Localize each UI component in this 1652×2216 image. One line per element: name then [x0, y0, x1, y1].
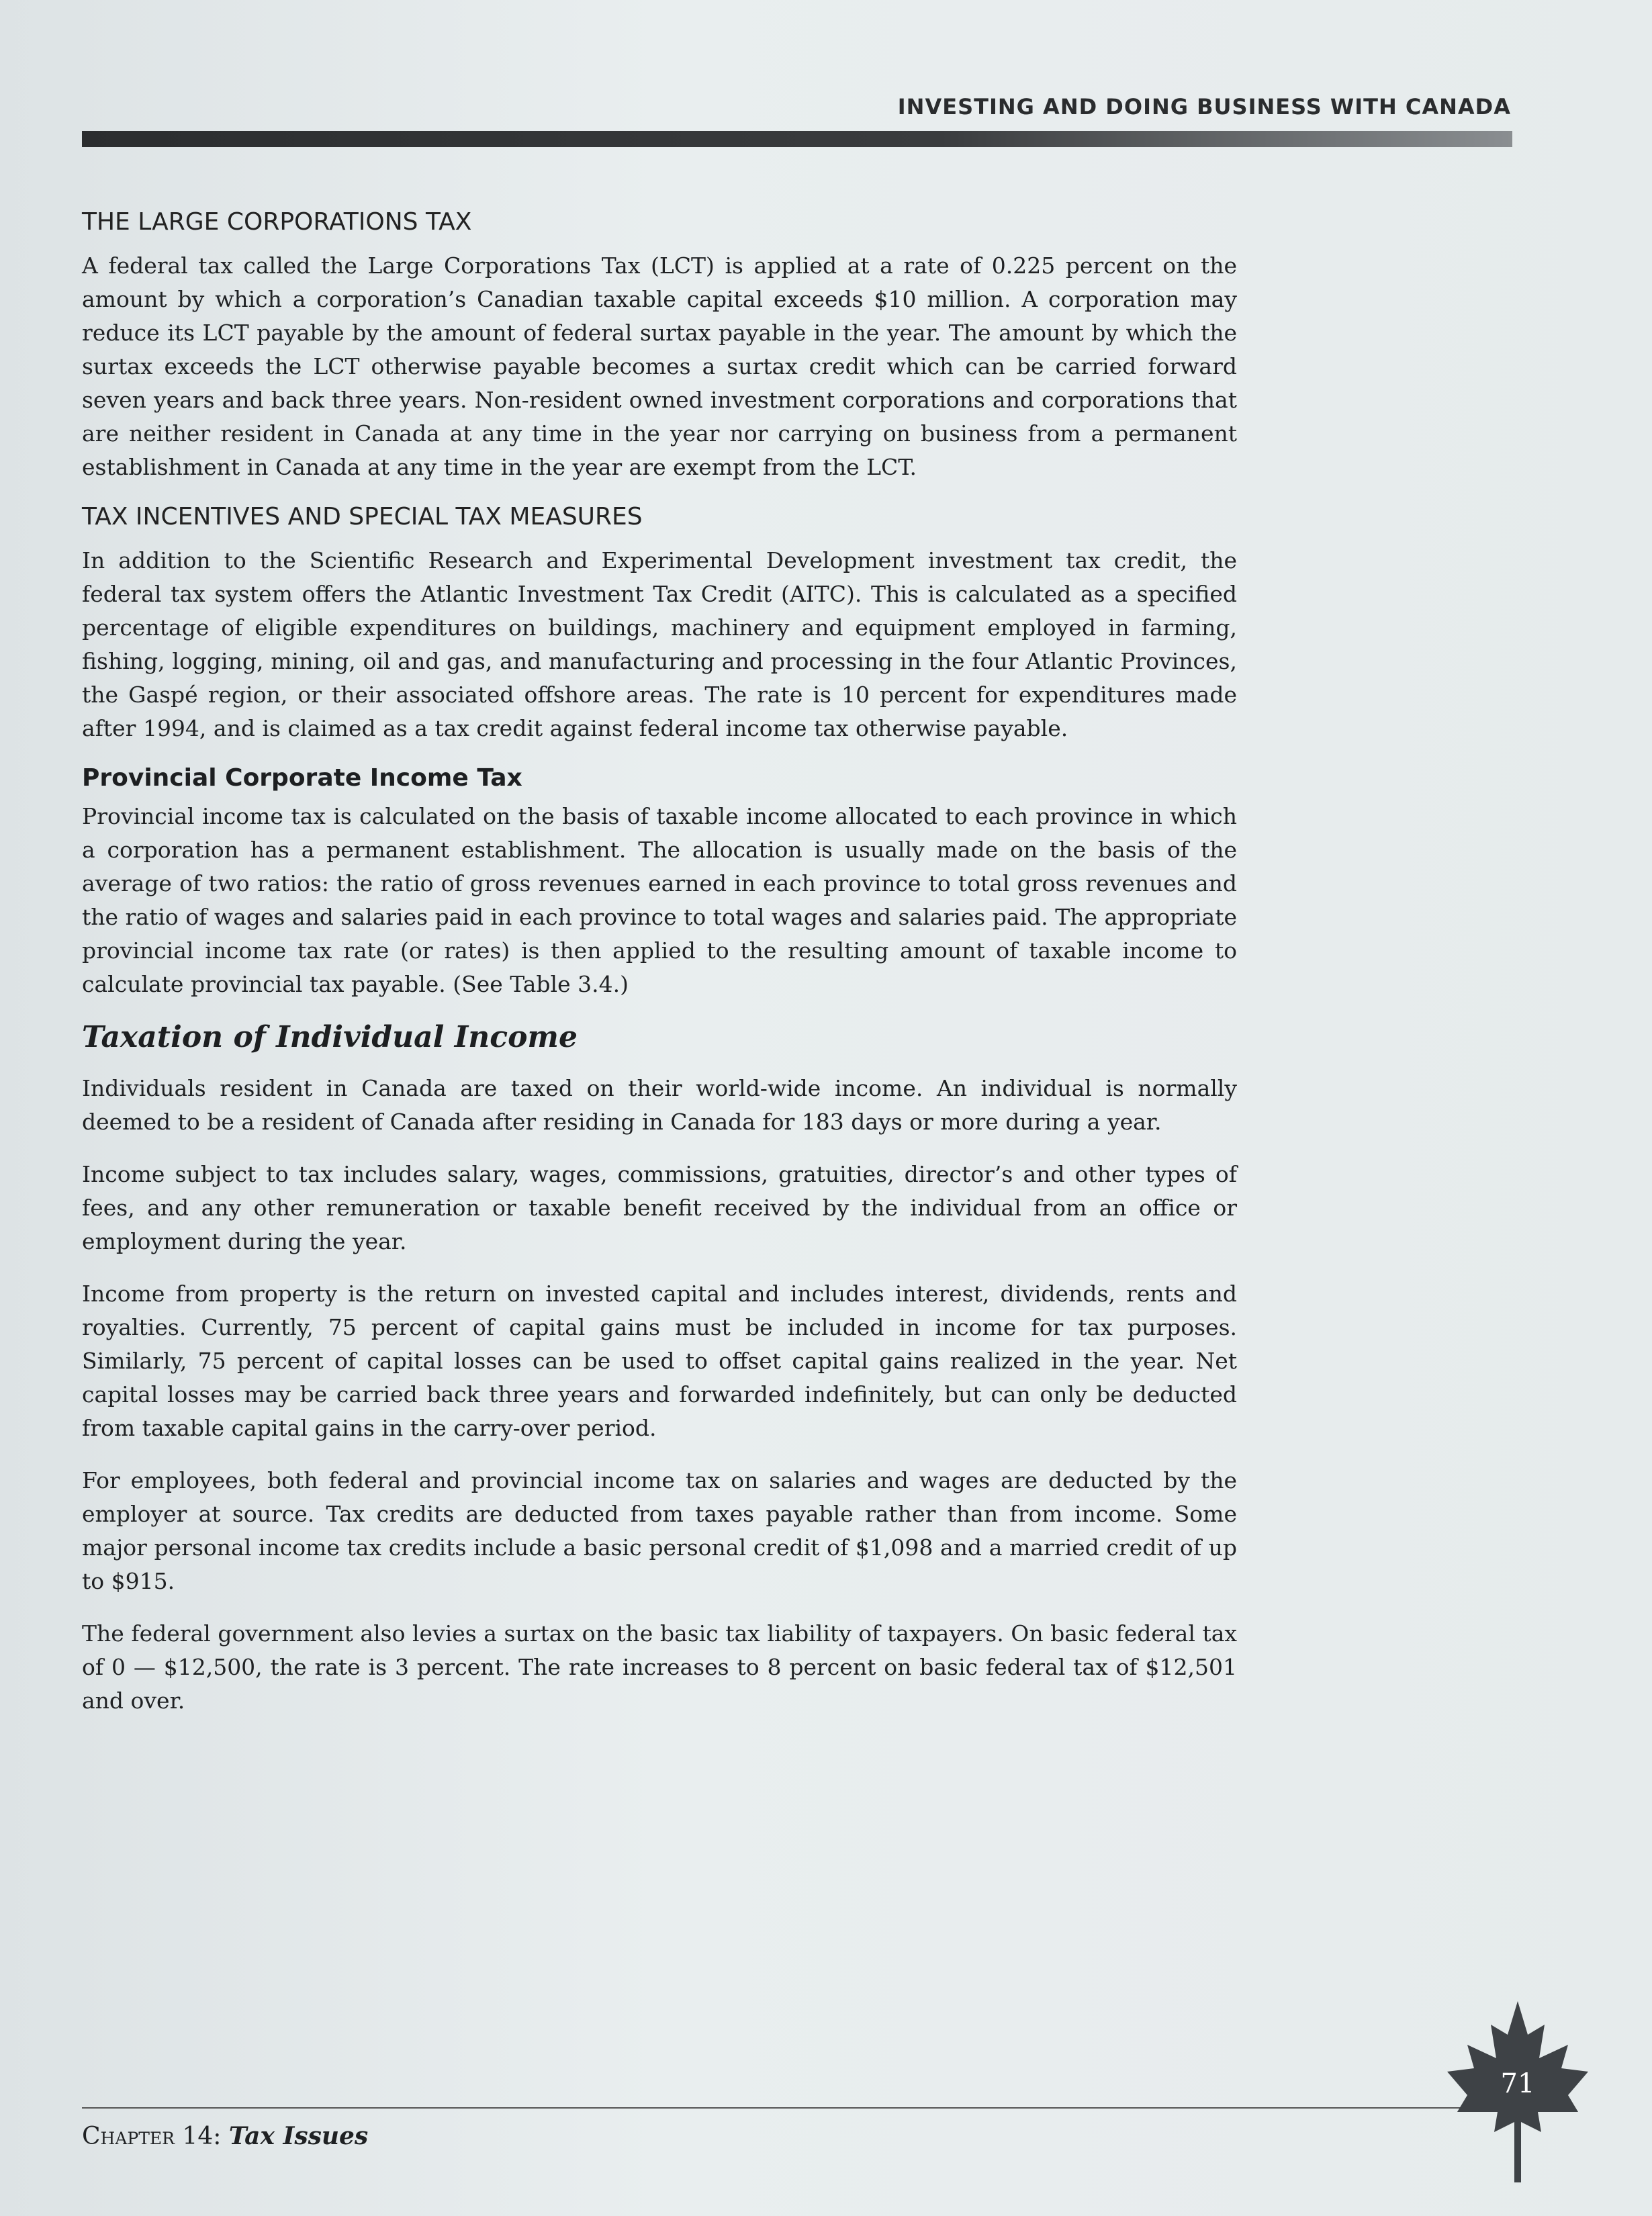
chapter-label: Chapter 14: — [82, 2123, 222, 2150]
provincial-paragraph: Provincial income tax is calculated on the basis of taxable income allocated to each province in which a corporation has a permanent establishment. The allocation is usually made on the basis of the average of two ratios: the ratio of gross revenues earned in each province to total gross revenues and the ratio of wages and salaries paid in each province to total wages and salaries paid. The appropriate provincial income tax rate (or rates) is then applied to the resulting amount of taxable income to calculate provincial tax payable. (See Table 3.4.) — [82, 803, 1237, 997]
footer-rule — [82, 2107, 1465, 2109]
lct-paragraph: A federal tax called the Large Corporations Tax (LCT) is applied at a rate of 0.225 percent on the amount by which a corporation’s Canadian taxable capital exceeds $10 million. A corporation may reduce its LCT payable by the amount of federal surtax payable in the year. The amount by which the surtax exceeds the LCT otherwise payable becomes a surtax credit which can be carried forward seven years and back three years. Non-resident owned investment corporations and corporations that are neither resident in Canada at any time in the year nor carrying on business from a permanent establishment in Canada at any time in the year are exempt from the LCT. — [82, 252, 1237, 480]
chapter-title: Tax Issues — [228, 2122, 369, 2150]
individual-paragraph-5: The federal government also levies a surtax on the basic tax liability of taxpayers. On basic federal tax of 0 — $12,500, the rate is 3 percent. The rate increases to 8 percent on basic federal tax of $12,501 and over. — [82, 1620, 1237, 1714]
chapter-footer — [82, 2122, 368, 2150]
incentives-heading: TAX INCENTIVES AND SPECIAL TAX MEASURES — [82, 503, 643, 530]
individual-paragraph-2: Income subject to tax includes salary, wages, commissions, gratuities, director’s and other types of fees, and any other remuneration or taxable benefit received by the individual from an office or employment during the year. — [82, 1161, 1237, 1254]
main-content — [82, 208, 1237, 1737]
lct-heading: THE LARGE CORPORATIONS TAX — [82, 208, 472, 236]
individual-heading: Taxation of Individual Income — [82, 1020, 578, 1054]
provincial-heading: Provincial Corporate Income Tax — [82, 764, 522, 792]
individual-paragraph-4: For employees, both federal and provincial income tax on salaries and wages are deducted by the employer at source. Tax credits are deducted from taxes payable rather than from income. Some major personal income tax credits include a basic personal credit of $1,098 and a married credit of up to $915. — [82, 1467, 1237, 1594]
header-rule — [82, 131, 1512, 147]
individual-paragraph-3: Income from property is the return on invested capital and includes interest, dividends, rents and royalties. Currently, 75 percent of capital gains must be included in income for tax purposes. Similarly, 75 percent of capital losses can be used to offset capital gains realized in the year. Net capital losses may be carried back three years and forwarded indefinitely, but can only be deducted from taxable capital gains in the carry-over period. — [82, 1281, 1237, 1441]
running-head: INVESTING AND DOING BUSINESS WITH CANADA — [897, 94, 1511, 120]
incentives-paragraph: In addition to the Scientific Research and Experimental Development investment tax credit, the federal tax system offers the Atlantic Investment Tax Credit (AITC). This is calculated as a specified percentage of eligible expenditures on buildings, machinery and equipment employed in farming, fishing, logging, mining, oil and gas, and manufacturing and processing in the four Atlantic Provinces, the Gaspé region, or their associated offshore areas. The rate is 10 percent for expenditures made after 1994, and is claimed as a tax credit against federal income tax otherwise payable. — [82, 547, 1237, 741]
page-number: 71 — [1500, 2068, 1535, 2099]
individual-paragraph-1: Individuals resident in Canada are taxed on their world-wide income. An individual is normally deemed to be a resident of Canada after residing in Canada for 183 days or more during a year. — [82, 1075, 1237, 1135]
